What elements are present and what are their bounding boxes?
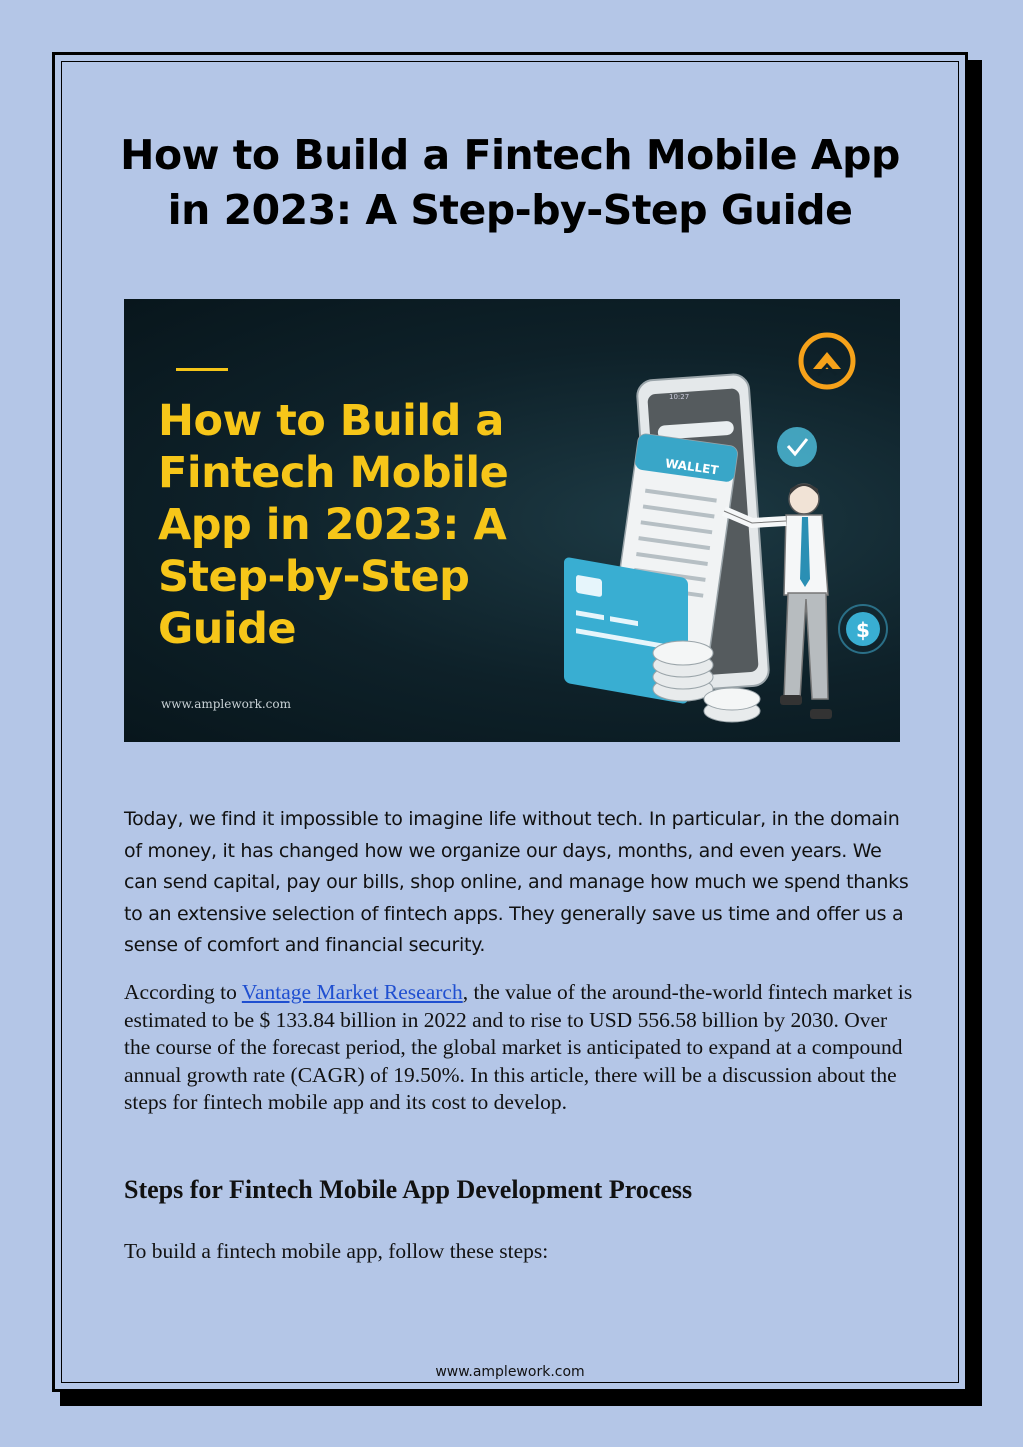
market-paragraph xyxy=(124,979,914,1117)
check-icon xyxy=(777,427,817,467)
hero-accent-dash xyxy=(176,368,228,371)
steps-intro: To build a fintech mobile app, follow these steps: xyxy=(124,1239,549,1263)
dollar-icon xyxy=(839,605,887,653)
section-heading: Steps for Fintech Mobile App Development Process xyxy=(124,1175,693,1204)
document-title-line2: in 2023: A Step-by-Step Guide xyxy=(167,186,853,234)
document-title xyxy=(52,128,968,238)
footer-website: www.amplework.com xyxy=(435,1364,585,1380)
vantage-market-research-link[interactable]: Vantage Market Research xyxy=(241,980,463,1004)
hero-website: www.amplework.com xyxy=(161,697,292,711)
hero-banner-image xyxy=(124,299,900,742)
market-text-before: According to xyxy=(124,980,242,1004)
document-title-line1: How to Build a Fintech Mobile App xyxy=(120,131,900,179)
phone-clock: 10:27 xyxy=(669,393,690,401)
intro-paragraph: Today, we find it impossible to imagine life without tech. In particular, in the domain of money, it has changed how we organize our days, months, and even years. We can send capital, pay our bills, shop online, and manage how much we spend thanks to an extensive selection of fintech apps. They generally save us time and offer us a sense of comfort and financial security. xyxy=(124,808,909,956)
hero-title: How to Build a Fintech Mobile App in 2023: A Step-by-Step Guide xyxy=(158,396,509,654)
wallet-label: WALLET xyxy=(664,456,720,478)
amplework-logo-icon xyxy=(801,335,853,387)
market-text-after: , the value of the around-the-world fintech market is estimated to be $ 133.84 billion in 2022 and to rise to USD 556.58 billion by 2030. Over the course of the forecast period, the global market is anticipated to expand at a compound annual growth rate (CAGR) of 19.50%. In this article, there will be a discussion about the steps for fintech mobile app and its cost to develop. xyxy=(124,980,913,1114)
dollar-sign: $ xyxy=(856,618,870,642)
